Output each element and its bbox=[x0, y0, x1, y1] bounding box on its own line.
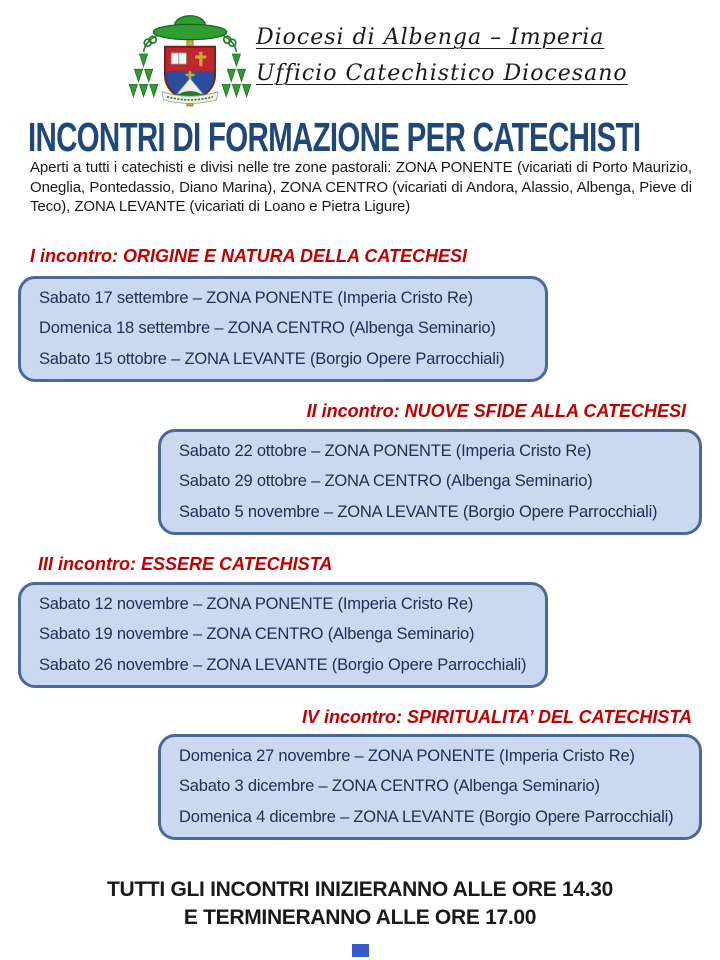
section-4-heading: IV incontro: SPIRITUALITA’ DEL CATECHISTA bbox=[302, 707, 692, 727]
tassels-right bbox=[222, 54, 251, 97]
section-3-events-box bbox=[18, 582, 548, 688]
event-line: Domenica 27 novembre – ZONA PONENTE (Imperia Cristo Re) bbox=[179, 746, 635, 765]
footer-line-2: E TERMINERANNO ALLE ORE 17.00 bbox=[183, 906, 537, 929]
page-title: INCONTRI DI FORMAZIONE PER CATECHISTI bbox=[28, 114, 641, 160]
section-2-heading: II incontro: NUOVE SFIDE ALLA CATECHESI bbox=[306, 401, 686, 421]
event-line: Sabato 22 ottobre – ZONA PONENTE (Imperia Cristo Re) bbox=[179, 441, 592, 460]
event-line: Sabato 17 settembre – ZONA PONENTE (Imperia Cristo Re) bbox=[39, 288, 473, 307]
section-4-events-box bbox=[158, 734, 702, 840]
event-line: Sabato 12 novembre – ZONA PONENTE (Imperia Cristo Re) bbox=[39, 594, 474, 613]
section-3-heading: III incontro: ESSERE CATECHISTA bbox=[38, 554, 333, 574]
event-line: Sabato 26 novembre – ZONA LEVANTE (Borgio Opere Parrocchiali) bbox=[39, 656, 527, 675]
diocese-coat-of-arms-icon bbox=[126, 6, 254, 108]
footer-marker bbox=[352, 944, 369, 957]
event-line: Sabato 15 ottobre – ZONA LEVANTE (Borgio Opere Parrocchiali) bbox=[39, 350, 505, 369]
section-2-events-box bbox=[158, 429, 702, 535]
event-line: Sabato 29 ottobre – ZONA CENTRO (Albenga Seminario) bbox=[179, 472, 593, 491]
header-org bbox=[256, 20, 676, 92]
event-line: Sabato 5 novembre – ZONA LEVANTE (Borgio Opere Parrocchiali) bbox=[179, 503, 658, 522]
diocese-name: Diocesi di Albenga – Imperia bbox=[256, 25, 605, 50]
event-line: Domenica 4 dicembre – ZONA LEVANTE (Borgio Opere Parrocchiali) bbox=[179, 808, 674, 827]
event-line: Sabato 3 dicembre – ZONA CENTRO (Albenga Seminario) bbox=[179, 777, 600, 796]
footer-line-1: TUTTI GLI INCONTRI INIZIERANNO ALLE ORE 14.30 bbox=[106, 878, 614, 901]
galero-hat bbox=[153, 16, 226, 40]
event-line: Domenica 18 settembre – ZONA CENTRO (Albenga Seminario) bbox=[39, 319, 496, 338]
event-line: Sabato 19 novembre – ZONA CENTRO (Albenga Seminario) bbox=[39, 625, 475, 644]
tassels-left bbox=[129, 54, 158, 97]
section-1-events-box bbox=[18, 276, 548, 382]
section-1-heading: I incontro: ORIGINE E NATURA DELLA CATECHESI bbox=[30, 246, 467, 266]
intro-paragraph: Aperti a tutti i catechisti e divisi nelle tre zone pastorali: ZONA PONENTE (vicariati di Porto Maurizio, Oneglia, Pontedassio, Diano Marina), ZONA CENTRO (vicariati di Andora, Alassio, Albenga, Pieve di Teco), ZONA LEVANTE (vicariati di Loano e Pietra Ligure) bbox=[30, 159, 692, 215]
footer-schedule bbox=[0, 876, 720, 932]
office-name: Ufficio Catechistico Diocesano bbox=[256, 61, 628, 86]
